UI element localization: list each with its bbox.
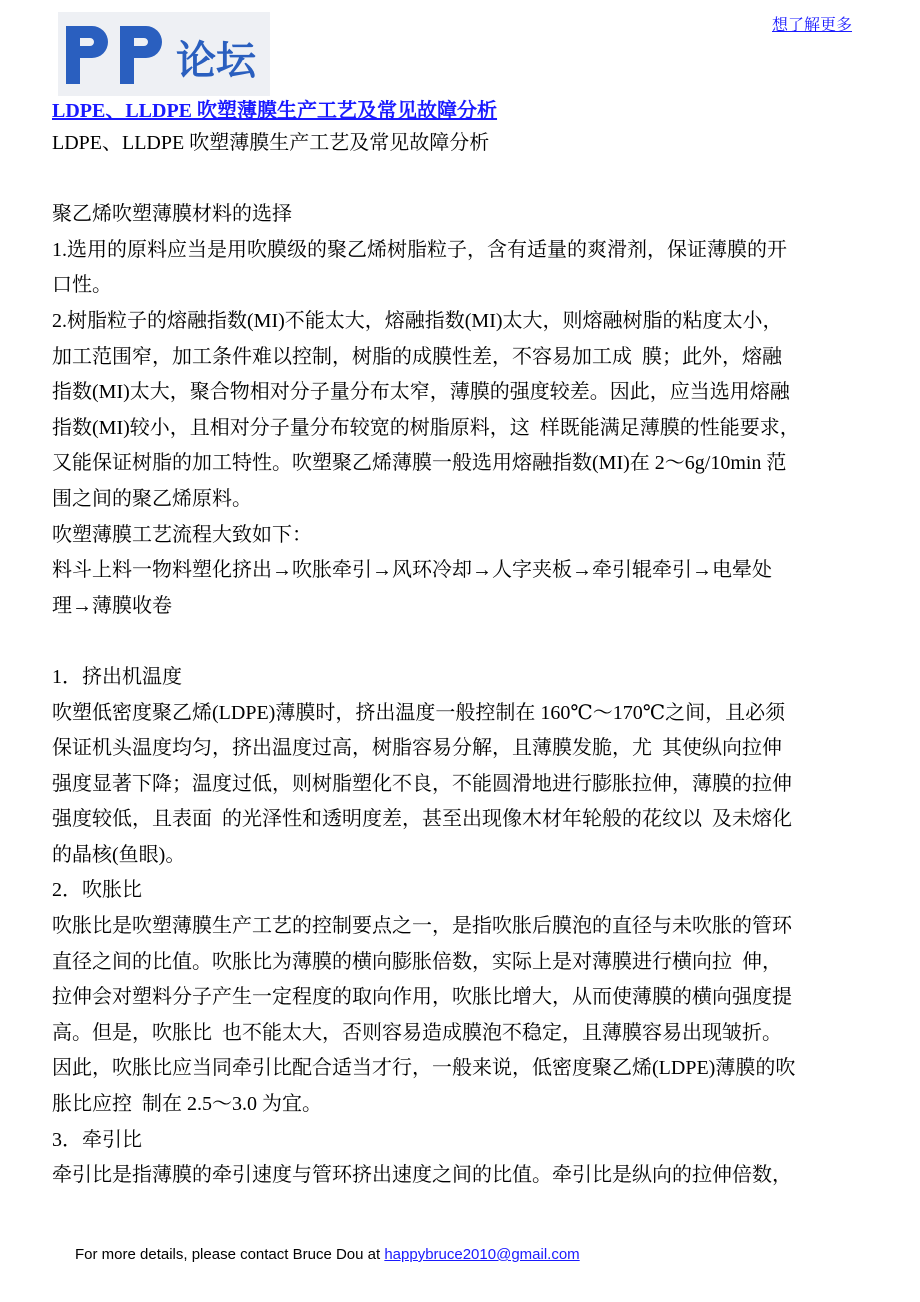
text-line: 2.树脂粒子的熔融指数(MI)不能太大，熔融指数(MI)太大，则熔融树脂的粘度太小， (52, 309, 783, 332)
pp-forum-logo (58, 12, 270, 96)
text-line: 加工范围窄，加工条件难以控制，树脂的成膜性差，不容易加工成 膜；此外，熔融 (52, 345, 782, 368)
text-line: 高。但是，吹胀比 也不能太大，否则容易造成膜泡不稳定，且薄膜容易出现皱折。 (52, 1021, 782, 1044)
footer (75, 1246, 580, 1263)
text-line: 强度较低，且表面 的光泽性和透明度差，甚至出现像木材年轮般的花纹以 及未熔化 (52, 808, 792, 831)
text-line: 直径之间的比值。吹胀比为薄膜的横向膨胀倍数，实际上是对薄膜进行横向拉 伸， (52, 950, 782, 973)
text-line: 料斗上料一物料塑化挤出→吹胀牵引→风环冷却→人字夹板→牵引辊牵引→电晕处 (52, 559, 772, 582)
text-line: 胀比应控 制在 2.5～3.0 为宜。 (52, 1093, 322, 1116)
text-line: 理→薄膜收卷 (52, 594, 172, 617)
text-line: 保证机头温度均匀，挤出温度过高，树脂容易分解，且薄膜发脆，尤 其使纵向拉伸 (52, 737, 782, 760)
text-line: 2．吹胀比 (52, 879, 142, 902)
text-line (52, 162, 832, 198)
svg-text:论坛: 论坛 (176, 38, 256, 84)
text-line: 指数(MI)太大，聚合物相对分子量分布太窄，薄膜的强度较差。因此，应当选用熔融 (52, 381, 790, 404)
text-line: 拉伸会对塑料分子产生一定程度的取向作用，吹胀比增大，从而使薄膜的横向强度提 (52, 986, 792, 1009)
text-line: 口性。 (52, 274, 112, 297)
text-line: 强度显著下降；温度过低，则树脂塑化不良，不能圆滑地进行膨胀拉伸，薄膜的拉伸 (52, 772, 792, 795)
text-line: 聚乙烯吹塑薄膜材料的选择 (52, 203, 292, 226)
text-line: 吹塑薄膜工艺流程大致如下： (52, 523, 312, 546)
text-line: 牵引比是指薄膜的牵引速度与管环挤出速度之间的比值。牵引比是纵向的拉伸倍数， (52, 1164, 792, 1187)
text-line: 吹胀比是吹塑薄膜生产工艺的控制要点之一，是指吹胀后膜泡的直径与未吹胀的管环 (52, 915, 792, 938)
document-title-link[interactable]: LDPE、LLDPE 吹塑薄膜生产工艺及常见故障分析 (52, 100, 498, 122)
text-line: 又能保证树脂的加工特性。吹塑聚乙烯薄膜一般选用熔融指数(MI)在 2～6g/10min 范 (52, 452, 787, 475)
text-line: 吹塑低密度聚乙烯(LDPE)薄膜时，挤出温度一般控制在 160℃～170℃之间，且必须 (52, 701, 786, 724)
text-line: 因此，吹胀比应当同牵引比配合适当才行，一般来说，低密度聚乙烯(LDPE)薄膜的吹 (52, 1057, 796, 1080)
contact-email-link[interactable]: happybruce2010@gmail.com (384, 1246, 580, 1263)
document-body (52, 126, 832, 1194)
learn-more-link[interactable]: 想了解更多 (772, 15, 853, 34)
text-line: 围之间的聚乙烯原料。 (52, 487, 252, 510)
text-line: 1.选用的原料应当是用吹膜级的聚乙烯树脂粒子，含有适量的爽滑剂，保证薄膜的开 (52, 238, 787, 261)
footer-text: For more details, please contact Bruce Dou at (75, 1246, 385, 1263)
text-line: 1．挤出机温度 (52, 665, 182, 688)
text-line: 的晶核(鱼眼)。 (52, 843, 186, 866)
text-line: 指数(MI)较小，且相对分子量分布较宽的树脂原料，这 样既能满足薄膜的性能要求， (52, 416, 800, 439)
text-line: 3．牵引比 (52, 1128, 142, 1151)
text-line (52, 624, 832, 660)
text-line: LDPE、LLDPE 吹塑薄膜生产工艺及常见故障分析 (52, 132, 490, 154)
